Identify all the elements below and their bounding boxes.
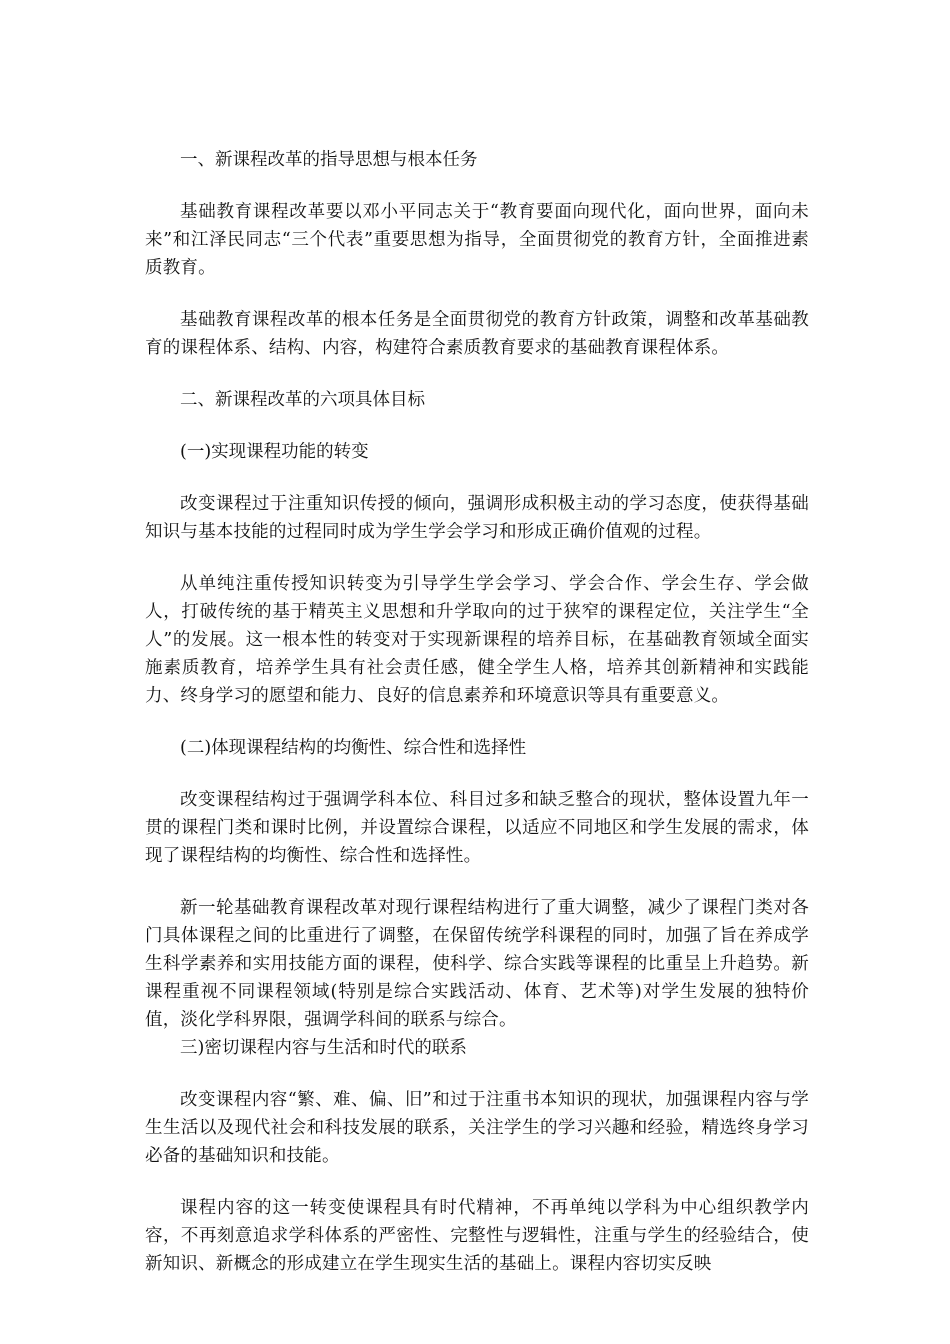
document-body — [145, 146, 809, 1302]
subsection-heading-1: (一)实现课程功能的转变 — [180, 442, 369, 462]
paragraph: 基础教育课程改革的根本任务是全面贯彻党的教育方针政策，调整和改革基础教育的课程体系、结构、内容，构建符合素质教育要求的基础教育课程体系。 — [145, 310, 809, 358]
paragraph: 改变课程过于注重知识传授的倾向，强调形成积极主动的学习态度，使获得基础知识与基本技能的过程同时成为学生学会学习和形成正确价值观的过程。 — [145, 494, 809, 542]
subsection-heading-3: 三)密切课程内容与生活和时代的联系 — [180, 1038, 467, 1058]
paragraph: 改变课程结构过于强调学科本位、科目过多和缺乏整合的现状，整体设置九年一贯的课程门类和课时比例，并设置综合课程，以适应不同地区和学生发展的需求，体现了课程结构的均衡性、综合性和选择性。 — [145, 790, 809, 866]
section-heading-1: 一、新课程改革的指导思想与根本任务 — [180, 150, 478, 170]
paragraph: 改变课程内容“繁、难、偏、旧”和过于注重书本知识的现状，加强课程内容与学生生活以及现代社会和科技发展的联系，关注学生的学习兴趣和经验，精选终身学习必备的基础知识和技能。 — [145, 1090, 809, 1166]
paragraph: 基础教育课程改革要以邓小平同志关于“教育要面向现代化，面向世界，面向未来”和江泽民同志“三个代表”重要思想为指导，全面贯彻党的教育方针，全面推进素质教育。 — [145, 202, 809, 278]
subsection-heading-2: (二)体现课程结构的均衡性、综合性和选择性 — [180, 738, 527, 758]
paragraph: 从单纯注重传授知识转变为引导学生学会学习、学会合作、学会生存、学会做人，打破传统的基于精英主义思想和升学取向的过于狭窄的课程定位，关注学生“全人”的发展。这一根本性的转变对于实现新课程的培养目标，在基础教育领域全面实施素质教育，培养学生具有社会责任感，健全学生人格，培养其创新精神和实践能力、终身学习的愿望和能力、良好的信息素养和环境意识等具有重要意义。 — [145, 574, 809, 706]
paragraph: 新一轮基础教育课程改革对现行课程结构进行了重大调整，减少了课程门类对各门具体课程之间的比重进行了调整，在保留传统学科课程的同时，加强了旨在养成学生科学素养和实用技能方面的课程，使科学、综合实践等课程的比重呈上升趋势。新课程重视不同课程领域(特别是综合实践活动、体育、艺术等)对学生发展的独特价值，淡化学科界限，强调学科间的联系与综合。 — [145, 898, 809, 1030]
paragraph: 课程内容的这一转变使课程具有时代精神，不再单纯以学科为中心组织教学内容，不再刻意追求学科体系的严密性、完整性与逻辑性，注重与学生的经验结合，使新知识、新概念的形成建立在学生现实生活的基础上。课程内容切实反映 — [145, 1198, 809, 1274]
section-heading-2: 二、新课程改革的六项具体目标 — [180, 390, 425, 410]
